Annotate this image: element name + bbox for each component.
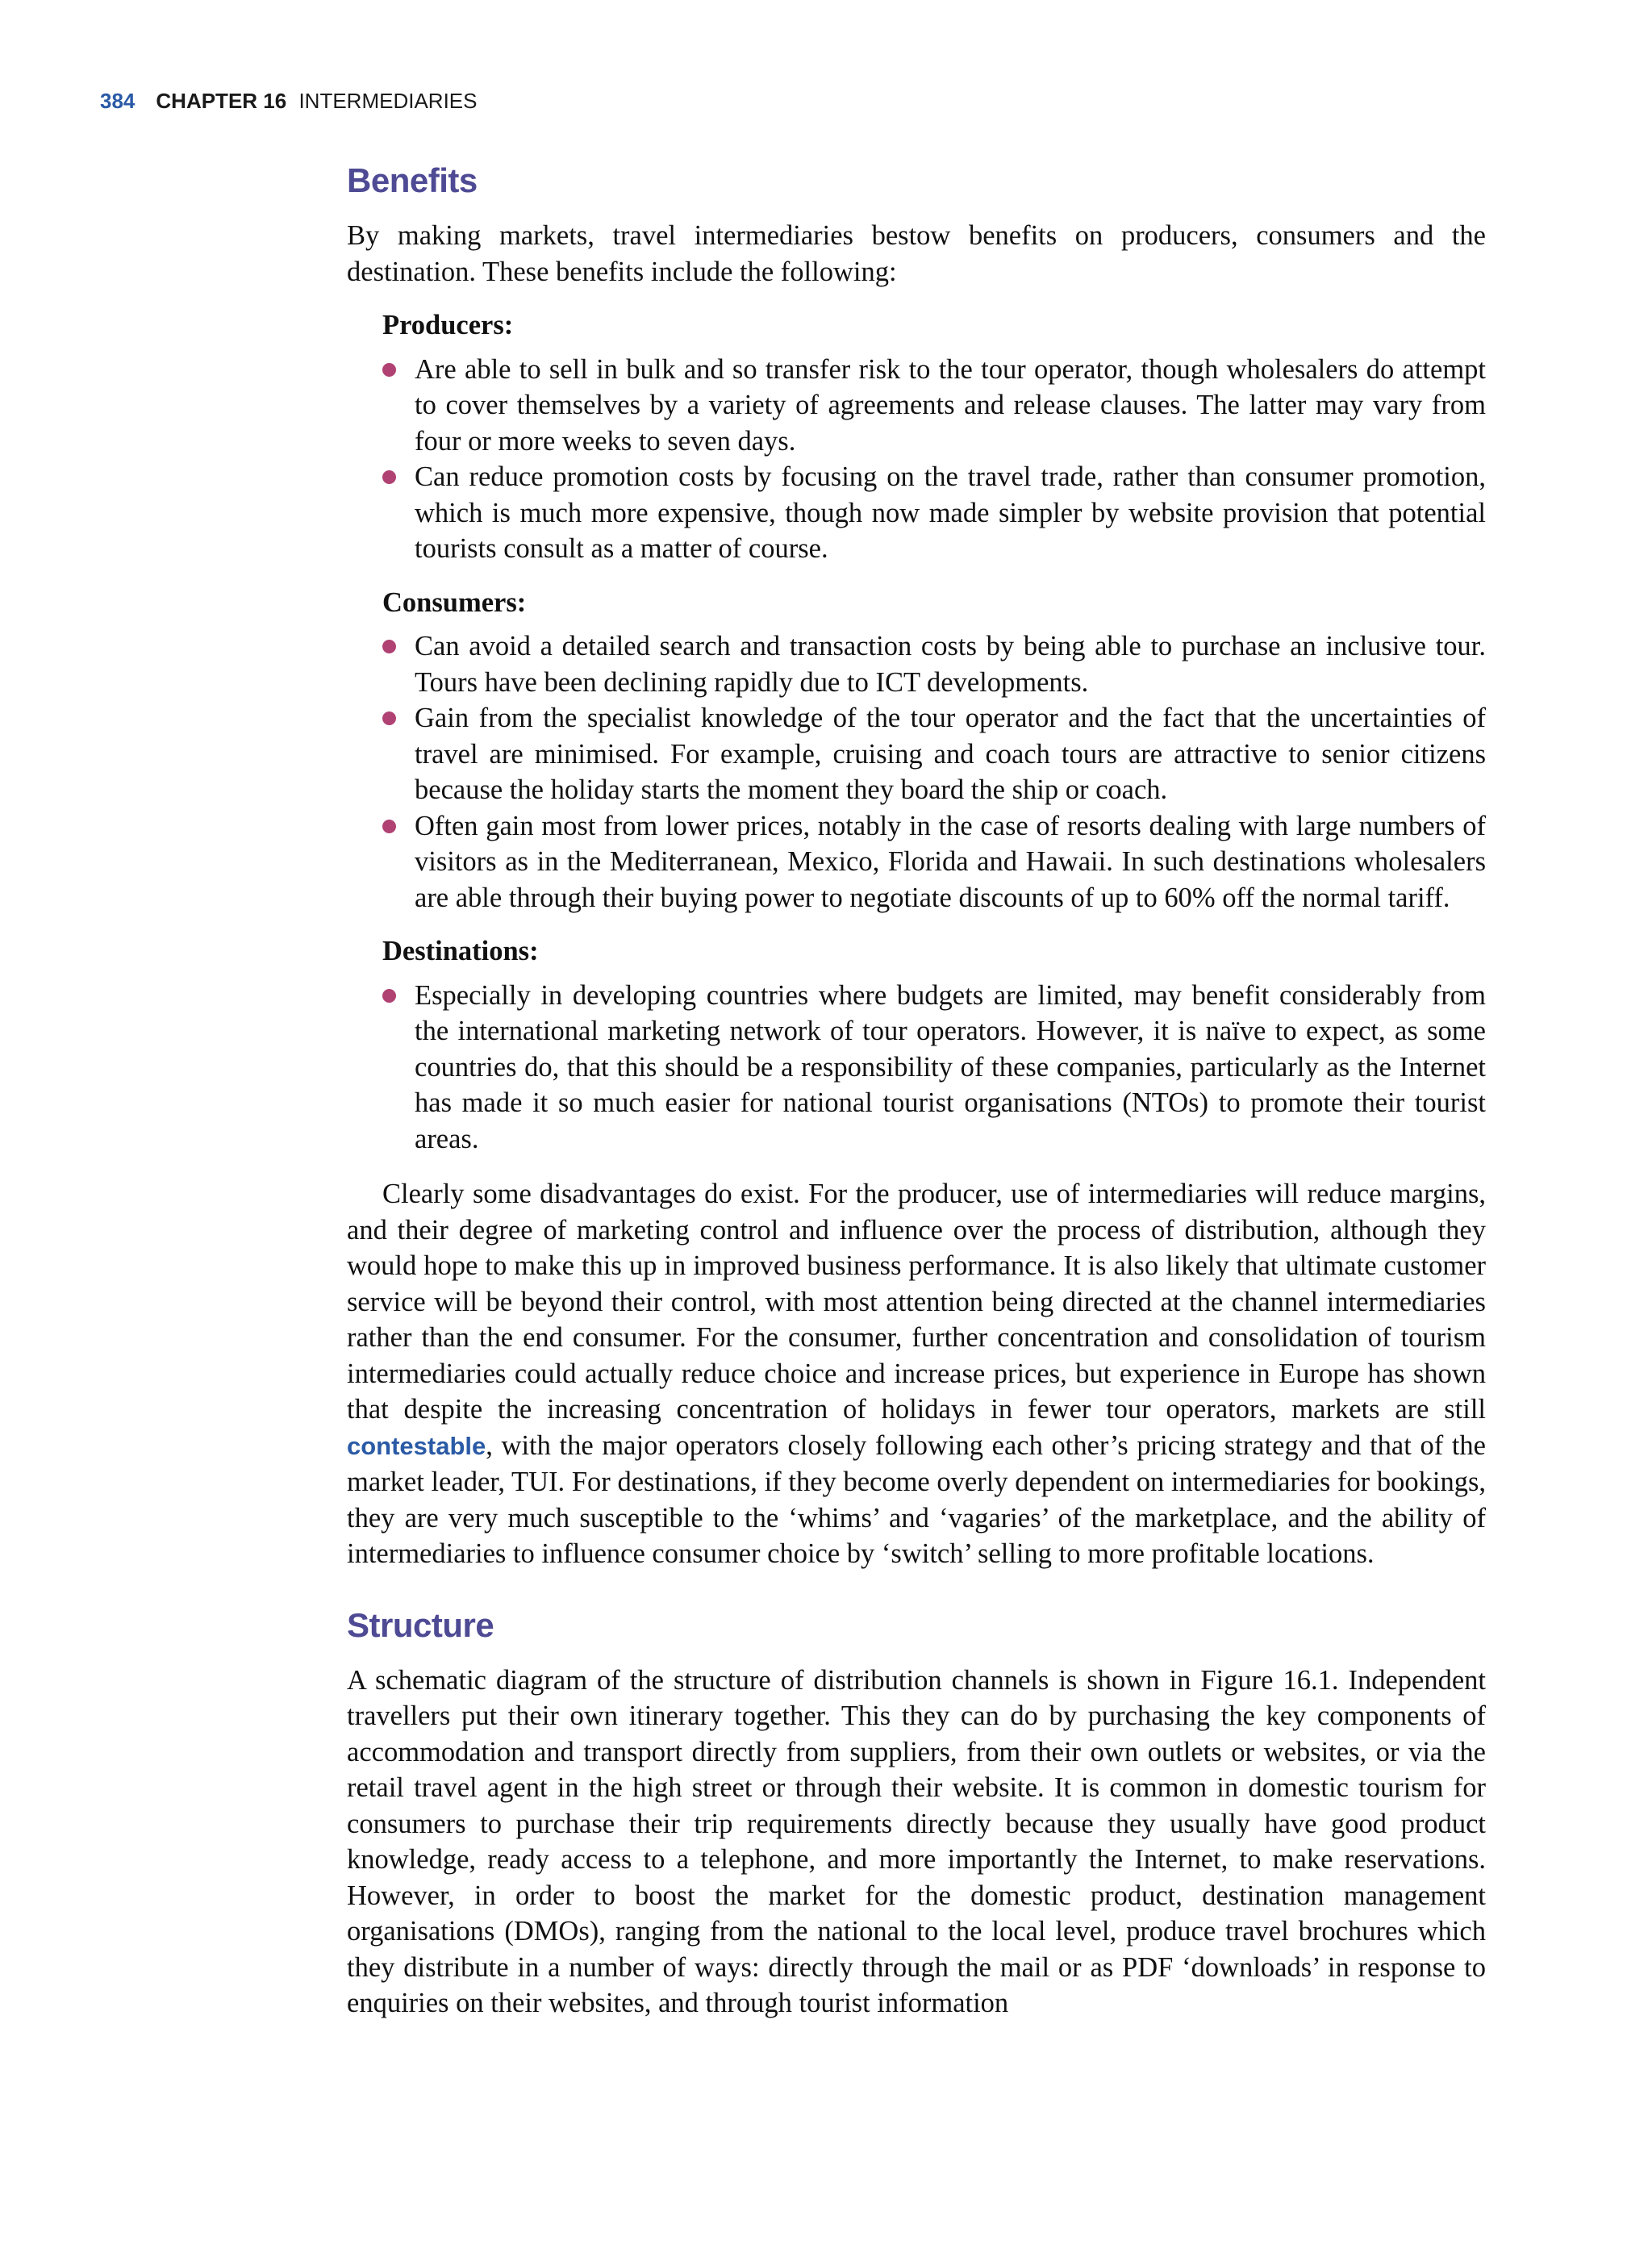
list-item xyxy=(382,352,1486,460)
benefits-intro: By making markets, travel intermediaries bestow benefits on producers, consumers and the destination. These benefits include the following: xyxy=(347,220,1486,287)
list-item xyxy=(382,628,1486,700)
bullet-icon xyxy=(382,640,396,653)
disadvantages-paragraph xyxy=(347,1176,1486,1572)
consumers-list xyxy=(382,628,1486,916)
list-item xyxy=(382,459,1486,567)
chapter-title: INTERMEDIARIES xyxy=(298,89,478,113)
structure-paragraph: A schematic diagram of the structure of distribution channels is shown in Figure 16.1. Independent travellers put their own itinerary together. This they can do by purchasing the key components of accommodation and transport directly from suppliers, from their own outlets or websites, or via the retail travel agent in the high street or through their website. It is common in domestic tourism for consumers to purchase their trip requirements directly because they usually have good product knowledge, ready access to a telephone, and more importantly the Internet, to make reservations. However, in order to boost the market for the domestic product, destination management organisations (DMOs), ranging from the national to the local level, produce travel brochures which they distribute in a number of ways: directly through the mail or as PDF ‘downloads’ in response to enquiries on their websites, and through tourist information xyxy=(347,1664,1486,2018)
bullet-icon xyxy=(382,470,396,484)
keyterm-link[interactable]: contestable xyxy=(347,1431,486,1460)
disadvantages-text-2: , with the major operators closely following each other’s pricing strategy and that of the market leader, TUI. For destinations, if they become overly dependent on intermediaries for bookings, they are very much susceptible to the ‘whims’ and ‘vagaries’ of the marketplace, and the ability of intermediaries to influence consumer choice by ‘switch’ selling to more profitable locations. xyxy=(347,1429,1486,1569)
section-heading-benefits: Benefits xyxy=(347,161,478,199)
list-item xyxy=(382,808,1486,916)
running-head xyxy=(100,89,477,114)
page-number: 384 xyxy=(100,89,136,113)
list-item-text: Often gain most from lower prices, notably in the case of resorts dealing with large numbers of visitors as in the Mediterranean, Mexico, Florida and Hawaii. In such destinations wholesalers are able through their buying power to negotiate discounts of up to 60% off the normal tariff. xyxy=(415,810,1486,913)
producers-list xyxy=(382,352,1486,567)
list-item-text: Can reduce promotion costs by focusing on the travel trade, rather than consumer promotion, which is much more expensive, though now made simpler by website provision that potential tourists consult as a matter of course. xyxy=(415,461,1486,564)
list-item-text: Are able to sell in bulk and so transfer risk to the tour operator, though wholesalers do attempt to cover themselves by a variety of agreements and release clauses. The latter may vary from four or more weeks to seven days. xyxy=(415,353,1486,457)
list-item xyxy=(382,978,1486,1158)
subhead-consumers: Consumers: xyxy=(382,586,527,618)
subhead-producers: Producers: xyxy=(382,310,514,340)
bullet-icon xyxy=(382,363,396,377)
list-item xyxy=(382,700,1486,808)
list-item-text: Can avoid a detailed search and transaction costs by being able to purchase an inclusive tour. Tours have been declining rapidly due to ICT developments. xyxy=(415,631,1486,698)
bullet-icon xyxy=(382,820,396,833)
list-item-text: Gain from the specialist knowledge of the tour operator and the fact that the uncertainties of travel are minimised. For example, cruising and coach tours are attractive to senior citizens because the holiday starts the moment they board the ship or coach. xyxy=(415,703,1486,805)
disadvantages-text-1: Clearly some disadvantages do exist. For the producer, use of intermediaries will reduce margins, and their degree of marketing control and influence over the process of distribution, although they would hope to make this up in improved business performance. It is also likely that ultimate customer service will be beyond their control, with most attention being directed at the channel intermediaries rather than the end consumer. For the consumer, further concentration and consolidation of tourism intermediaries could actually reduce choice and increase prices, but experience in Europe has shown that despite the increasing concentration of holidays in fewer tour operators, markets are still xyxy=(347,1179,1486,1425)
body-text xyxy=(347,158,1486,2022)
list-item-text: Especially in developing countries where budgets are limited, may benefit considerably from the international marketing network of tour operators. However, it is naïve to expect, as some countries do, that this should be a responsibility of these companies, particularly as the Internet has made it so much easier for national tourist organisations (NTOs) to promote their tourist areas. xyxy=(415,979,1486,1154)
bullet-icon xyxy=(382,989,396,1003)
destinations-list xyxy=(382,978,1486,1158)
subhead-destinations: Destinations: xyxy=(382,936,539,966)
chapter-label: CHAPTER 16 xyxy=(156,89,287,113)
section-heading-structure: Structure xyxy=(347,1605,494,1644)
bullet-icon xyxy=(382,711,396,725)
